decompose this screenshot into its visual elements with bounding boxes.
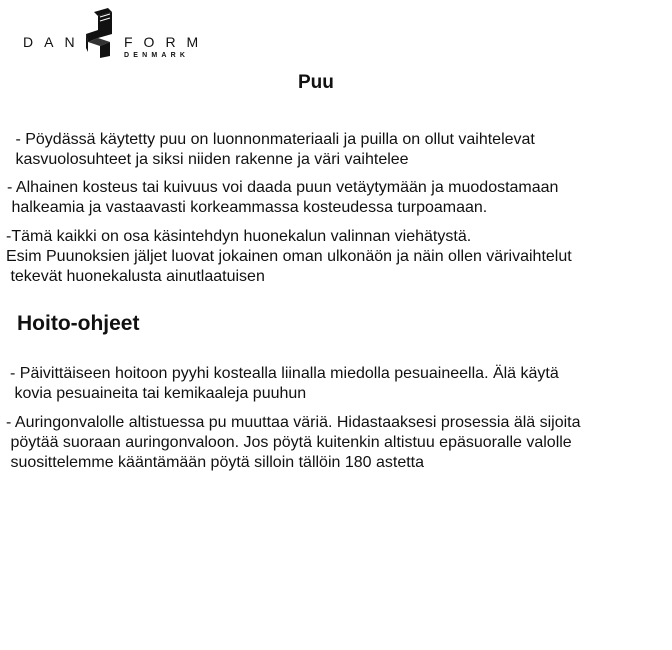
danform-logo — [20, 6, 210, 62]
paragraph-wood-variation: - Pöydässä käytetty puu on luonnonmateriaali ja puilla on ollut vaihtelevat kasvuolosuhteet ja siksi niiden rakenne ja väri vaihtelee — [15, 131, 535, 168]
logo-word-form: FORM — [124, 34, 210, 50]
chair-logo-icon — [84, 8, 122, 58]
paragraph-handmade-charm: -Tämä kaikki on osa käsintehdyn huonekalun valinnan viehätystä. Esim Puunoksien jäljet luovat jokainen oman ulkonäön ja näin ollen värivaihtelut tekevät huonekalusta ainutlaatuisen — [6, 228, 572, 285]
paragraph-sunlight: - Auringonvalolle altistuessa pu muuttaa väriä. Hidastaaksesi prosessia älä sijoita pöytää suoraan auringonvaloon. Jos pöytä kuitenkin altistuu epäsuoralle valolle suosittelemme kääntämään pöytä silloin tällöin 180 astetta — [6, 414, 581, 471]
paragraph-humidity: - Alhainen kosteus tai kuivuus voi daada puun vetäytymään ja muodostamaan halkeamia ja vastaavasti korkeammassa kosteudessa turpoamaan. — [7, 179, 559, 216]
logo-word-dan: DAN — [23, 34, 86, 50]
logo-subline: DENMARK — [124, 52, 190, 59]
section-title-care: Hoito-ohjeet — [17, 312, 140, 335]
section-title-puu: Puu — [298, 72, 334, 93]
paragraph-daily-care: - Päivittäiseen hoitoon pyyhi kostealla liinalla miedolla pesuaineella. Älä käytä kovia pesuaineita tai kemikaaleja puuhun — [10, 365, 559, 402]
